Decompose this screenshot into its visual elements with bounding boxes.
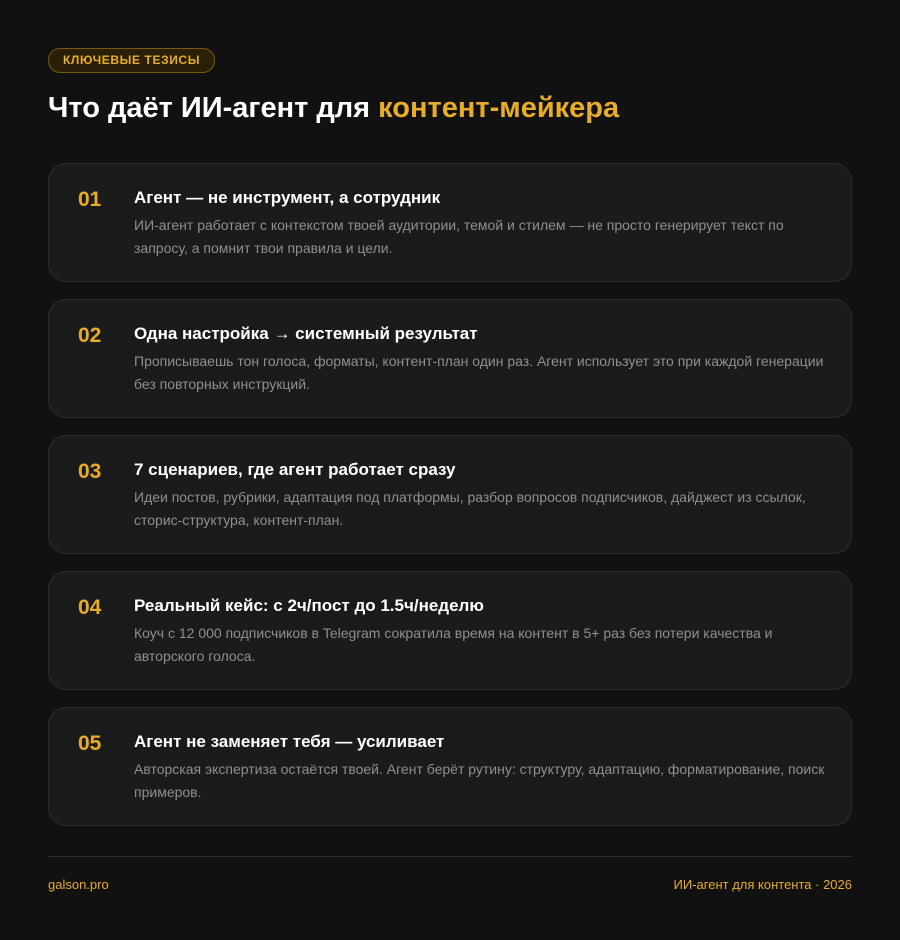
thesis-title: 7 сценариев, где агент работает сразу: [134, 460, 456, 479]
title-accent: контент-мейкера: [378, 92, 620, 124]
thesis-card-1: [48, 163, 852, 282]
footer-site-link[interactable]: galson.pro: [48, 877, 109, 892]
thesis-number: 04: [78, 596, 102, 619]
thesis-card-5: [48, 707, 852, 826]
content-area: [48, 48, 852, 826]
thesis-description: Идеи постов, рубрики, адаптация под платформы, разбор вопросов подписчиков, дайджест из ссылок, сторис-структура, контент-план.: [134, 489, 806, 528]
thesis-description: Коуч с 12 000 подписчиков в Telegram сократила время на контент в 5+ раз без потери качества и авторского голоса.: [134, 625, 773, 664]
thesis-description: ИИ-агент работает с контекстом твоей аудитории, темой и стилем — не просто генерирует текст по запросу, а помнит твои правила и цели.: [134, 217, 784, 256]
footer-divider: [48, 856, 852, 857]
page-title: [48, 91, 852, 125]
thesis-title: Агент не заменяет тебя — усиливает: [134, 732, 445, 751]
thesis-description: Прописываешь тон голоса, форматы, контент-план один раз. Агент использует это при каждой генерации без повторных инструкций.: [134, 353, 824, 392]
thesis-card-2: [48, 299, 852, 418]
thesis-title: Реальный кейс: с 2ч/пост до 1.5ч/неделю: [134, 596, 484, 615]
title-main: Что даёт ИИ-агент для: [48, 92, 379, 124]
thesis-list: [48, 163, 852, 826]
thesis-number: 02: [78, 324, 102, 347]
thesis-card-4: [48, 571, 852, 690]
thesis-number: 03: [78, 460, 102, 483]
thesis-title: Одна настройка → системный результат: [134, 324, 478, 343]
thesis-number: 05: [78, 732, 102, 755]
thesis-description: Авторская экспертиза остаётся твоей. Агент берёт рутину: структуру, адаптацию, форматирование, поиск примеров.: [134, 761, 825, 800]
thesis-title: Агент — не инструмент, а сотрудник: [134, 188, 441, 207]
thesis-number: 01: [78, 188, 102, 211]
section-badge: КЛЮЧЕВЫЕ ТЕЗИСЫ: [48, 48, 215, 73]
footer-caption: ИИ-агент для контента · 2026: [673, 877, 852, 892]
thesis-card-3: [48, 435, 852, 554]
